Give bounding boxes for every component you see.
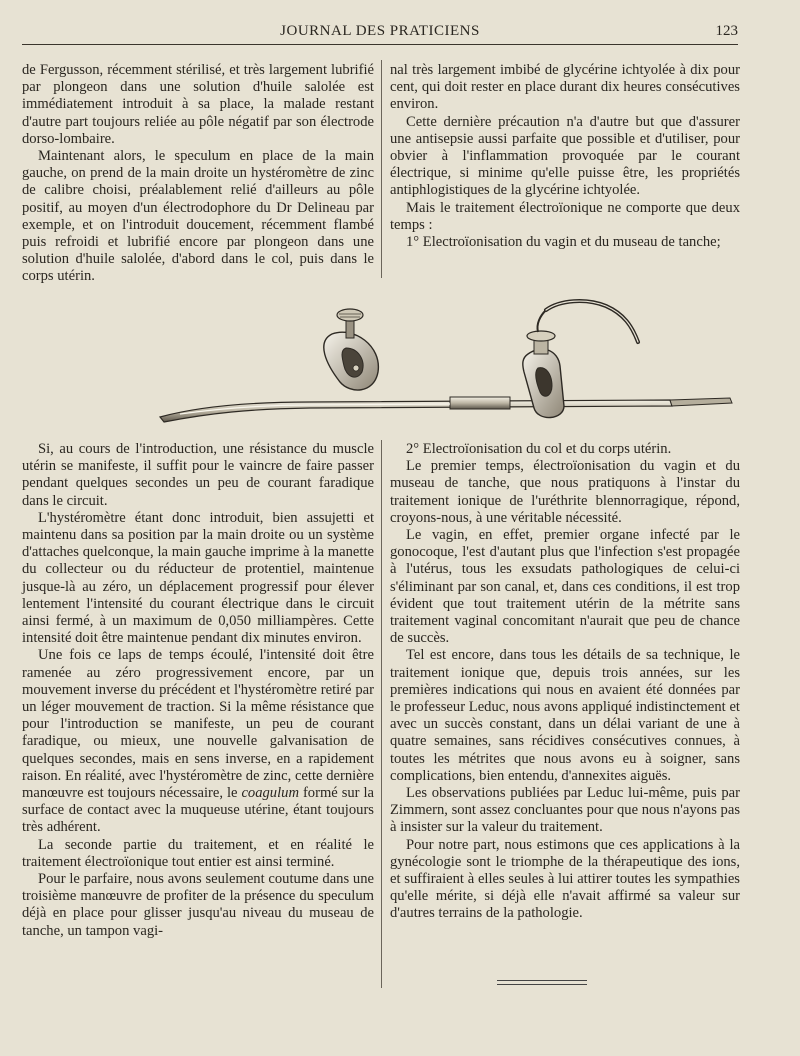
small-clamp-drawing	[324, 309, 379, 390]
paragraph: La seconde partie du traitement, et en réalité le traitement électroïonique tout entier est ainsi terminé.	[22, 836, 374, 870]
paragraph: Maintenant alors, le speculum en place de la main gauche, on prend de la main droite un hystéromètre de zinc de calibre choisi, préalablement relié d'ailleurs au pôle positif, au moyen d'un électrodophore du Dr Delineau par exemple, et on l'introduit doucement, récemment flambé puis refroidi et lubrifié encore par plongeon dans une solution d'huile salolée, d'abord dans le col, puis dans le corps utérin.	[22, 148, 374, 285]
paragraph: L'hystéromètre étant donc introduit, bien assujetti et maintenu dans sa position par la main droite ou un système d'attaches quelconque, la main gauche imprime à la manette du collecteur ou du réducteur de protentiel, maintenue jusque-là au zéro, un déplacement progressif pour élever lentement l'intensité du courant électrique dans le circuit ainsi fermé, à un maximum de 0,050 milliampères. Cette intensité doit être maintenue pendant dix minutes environ.	[22, 509, 374, 647]
paragraph-text: formé sur la surface de contact avec la muqueuse utérine, étant toujours très adhérent.	[22, 785, 375, 836]
paragraph: Mais le traitement électroïonique ne comporte que deux temps :	[390, 199, 740, 233]
column-rule-top	[381, 60, 382, 278]
paragraph	[22, 647, 374, 836]
paragraph: Cette dernière précaution n'a d'autre but que d'assurer une antisepsie aussi parfaite que possible et d'utiliser, pour obvier à l'inflammation provoquée par le courant électrique, si minime qu'elle puisse être, les propriétés antiphlogistiques de la glycérine ichtyolée.	[390, 113, 740, 199]
paragraph-text: Une fois ce laps de temps écoulé, l'intensité doit être ramenée au zéro progressivement encore, par un mouvement inverse du précédent et l'hystéromètre retiré par un léger mouvement de traction. Si la même résistance que pour l'introduction se manifeste, un peu de courant faradique, ou mieux, une nouvelle galvanisation de quelques secondes, mais en sens inverse, en a rapidement raison. En réalité, avec l'hystéromètre de zinc, cette dernière manœuvre est toujours nécessaire, le	[22, 647, 374, 802]
paragraph: Les observations publiées par Leduc lui-même, puis par Zimmern, sont assez concluantes pour que nous n'ayons pas à insister sur la valeur du traitement.	[390, 785, 740, 836]
journal-title: JOURNAL DES PRATICIENS	[280, 23, 480, 39]
end-of-article-rule	[497, 980, 587, 985]
column-rule-bottom	[381, 440, 382, 988]
paragraph: nal très largement imbibé de glycérine ichtyolée à dix pour cent, qui doit rester en place durant dix heures consécutives environ.	[390, 62, 740, 113]
hysterometer-illustration	[150, 296, 740, 430]
column-left-bottom	[22, 441, 374, 940]
running-header	[22, 20, 738, 46]
paragraph: Pour le parfaire, nous avons seulement coutume dans une troisième manœuvre de profiter de la présence du speculum déjà en place pour glisser jusqu'au niveau du museau de tanche, un tampon vagi-	[22, 871, 374, 939]
paragraph: 1° Electroïonisation du vagin et du museau de tanche;	[406, 234, 721, 251]
italic-term: coagulum	[241, 785, 299, 802]
paragraph: 2° Electroïonisation du col et du corps utérin.	[406, 441, 672, 457]
paragraph: Le premier temps, électroïonisation du vagin et du museau de tanche, que nous pratiquons à l'instar du traitement ionique de l'uréthrite blennorragique, répond, croyons-nous, à une véritable nécessité.	[390, 458, 740, 526]
paragraph: Pour notre part, nous estimons que ces applications à la gynécologie sont le triomphe de la thérapeutique des ions, et suffiraient à elles seules à lui attirer toutes les sympathies qu'elle mérite, si déjà elle n'avait affirmé sa valeur sur d'autres terrains de la pathologie.	[390, 836, 740, 922]
paragraph: Tel est encore, dans tous les détails de sa technique, le traitement ionique que, depuis trois années, sur les premières indications qui nous en avaient été données par le professeur Leduc, nous avons appliqué indistinctement et avec un succès constant, dans un délai variant de une à quatre semaines, sans récidives consécutives connues, à toutes les métrites que nous avons eu à soigner, sans complications, bien entendu, d'annexites aiguës.	[390, 647, 740, 784]
column-left-top	[22, 62, 374, 286]
page-number: 123	[715, 23, 738, 39]
paragraph: Le vagin, en effet, premier organe infecté par le gonocoque, l'est d'autant plus que l'infection s'est propagée à l'utérus, tous les exsudats pathologiques de celui-ci s'éliminant par son canal, et, dans ces conditions, il est trop évident que tout traitement utérin de la métrite sans traitement vaginal concomitant n'aurait que peu de chance de succès.	[390, 527, 740, 647]
header-rule	[22, 44, 738, 45]
column-right-bottom	[390, 441, 740, 923]
column-right-top	[390, 62, 740, 251]
hysterometer-rod-drawing	[160, 397, 732, 422]
paragraph: de Fergusson, récemment stérilisé, et très largement lubrifié par plongeon dans une solution d'huile salolée est immédiatement introduit à sa place, la malade restant d'autre part toujours reliée au pôle négatif par son électrode dorso-lombaire.	[22, 62, 374, 147]
paragraph: Si, au cours de l'introduction, une résistance du muscle utérin se manifeste, il suffit pour le vaincre de faire passer pendant quelques secondes un peu de courant faradique dans le circuit.	[22, 441, 374, 509]
